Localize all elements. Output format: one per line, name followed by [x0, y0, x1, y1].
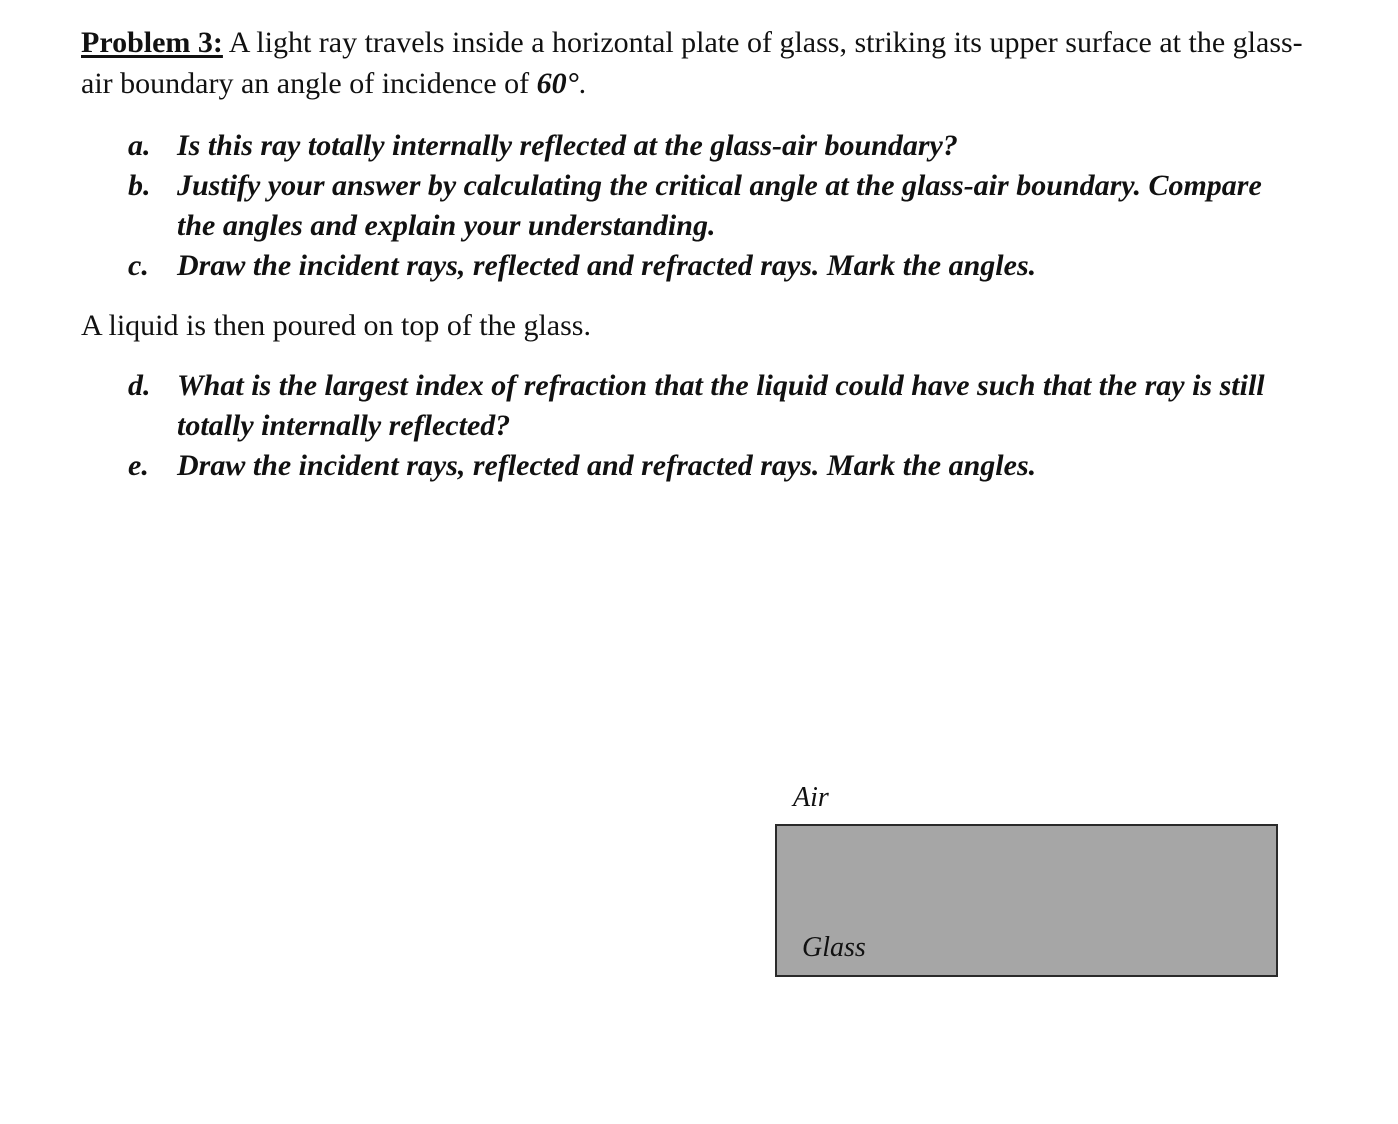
question-marker: c.	[128, 249, 149, 282]
glass-label: Glass	[802, 932, 866, 963]
problem-text-end: .	[578, 67, 587, 100]
liquid-statement: A liquid is then poured on top of the glass.	[81, 309, 591, 342]
question-text: What is the largest index of refraction that the liquid could have such that the ray is still totally internally reflected?	[177, 369, 1265, 442]
question-d	[128, 366, 1298, 446]
question-list-part1	[128, 126, 1298, 286]
problem-heading: Problem 3:	[81, 26, 223, 59]
question-b	[128, 166, 1298, 246]
question-text: Draw the incident rays, reflected and refracted rays. Mark the angles.	[177, 249, 1037, 282]
question-text: Is this ray totally internally reflected at the glass-air boundary?	[177, 129, 958, 162]
air-label: Air	[793, 782, 829, 813]
question-a	[128, 126, 1298, 166]
question-list-part2	[128, 366, 1298, 486]
question-marker: d.	[128, 369, 151, 402]
question-e	[128, 446, 1298, 486]
glass-plate-diagram	[775, 824, 1278, 977]
question-text: Justify your answer by calculating the critical angle at the glass-air boundary. Compare the angles and explain your understanding.	[177, 169, 1262, 242]
question-marker: b.	[128, 169, 151, 202]
problem-text: A light ray travels inside a horizontal plate of glass, striking its upper surface at the glass-air boundary an angle of incidence of	[81, 26, 1303, 100]
problem-statement	[81, 22, 1311, 104]
question-c	[128, 246, 1298, 286]
question-marker: e.	[128, 449, 149, 482]
question-text: Draw the incident rays, reflected and refracted rays. Mark the angles.	[177, 449, 1037, 482]
question-marker: a.	[128, 129, 151, 162]
incidence-angle: 60°	[536, 67, 579, 100]
